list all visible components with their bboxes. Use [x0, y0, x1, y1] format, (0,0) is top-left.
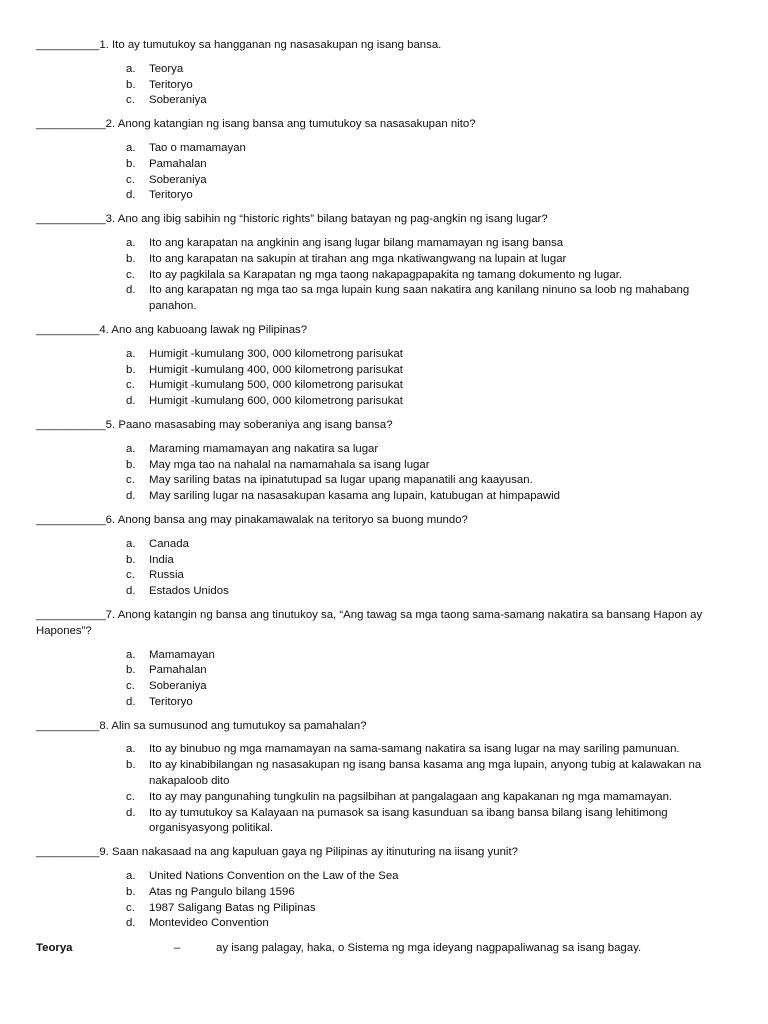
option-text: Humigit -kumulang 400, 000 kilometrong parisukat	[149, 363, 403, 376]
option-letter: c.	[126, 379, 135, 392]
option-text: May sariling batas na ipinatutupad sa lugar upang mapanatili ang kaayusan.	[149, 474, 533, 487]
option-list	[36, 648, 736, 711]
option-list	[36, 347, 736, 410]
option-list	[36, 442, 736, 505]
option-list	[36, 869, 736, 932]
question-prompt: __________8. Alin sa sumusunod ang tumutukoy sa pamahalan?	[36, 719, 367, 732]
option-letter: a.	[126, 141, 136, 154]
question-prompt: ___________3. Ano ang ibig sabihin ng “historic rights” bilang batayan ng pag-angkin ng isang lugar?	[36, 213, 548, 226]
question-prompt: ___________2. Anong katangian ng isang bansa ang tumutukoy sa nasasakupan nito?	[36, 118, 476, 131]
option-letter: b.	[126, 664, 136, 677]
option-list	[36, 742, 736, 837]
option-text: United Nations Convention on the Law of the Sea	[149, 870, 399, 883]
option-text: Ito ay binubuo ng mga mamamayan na sama-samang nakatira sa isang lugar na may sariling pamunuan.	[149, 743, 680, 756]
option-item	[126, 268, 736, 284]
option-letter: c.	[126, 474, 135, 487]
option-text: Humigit -kumulang 600, 000 kilometrong parisukat	[149, 395, 403, 408]
option-text: Estados Unidos	[149, 585, 229, 598]
option-text: 1987 Saligang Batas ng Pilipinas	[149, 901, 316, 914]
question-prompt: __________4. Ano ang kabuoang lawak ng Pilipinas?	[36, 323, 308, 336]
option-item	[126, 473, 736, 489]
question-item	[36, 117, 736, 204]
option-letter: a.	[126, 442, 136, 455]
option-item	[126, 458, 736, 474]
option-letter: d.	[126, 490, 136, 503]
option-text: May mga tao na nahalal na namamahala sa isang lugar	[149, 458, 430, 471]
option-item	[126, 901, 736, 917]
option-letter: d.	[126, 585, 136, 598]
glossary-dash: –	[174, 942, 181, 955]
option-item	[126, 283, 736, 315]
option-letter: c.	[126, 268, 135, 281]
option-list	[36, 62, 736, 109]
option-item	[126, 648, 736, 664]
option-text: Teritoryo	[149, 78, 193, 91]
option-text: Atas ng Pangulo bilang 1596	[149, 885, 295, 898]
question-prompt: __________9. Saan nakasaad na ang kapuluan gaya ng Pilipinas ay itinuturing na iisang yunit?	[36, 846, 518, 859]
option-text: Teritoryo	[149, 189, 193, 202]
question-prompt: ___________6. Anong bansa ang may pinakamawalak na teritoryo sa buong mundo?	[36, 513, 468, 526]
option-text: Teorya	[149, 62, 184, 75]
option-text: Ito ay may pangunahing tungkulin na pagsilbihan at pangalagaan ang kapakanan ng mga mamamayan.	[149, 790, 673, 803]
option-item	[126, 173, 736, 189]
option-text: Ito ang karapatan na sakupin at tirahan ang mga nkatiwangwang na lupain at lugar	[149, 252, 567, 265]
option-item	[126, 394, 736, 410]
question-item	[36, 608, 736, 711]
option-item	[126, 141, 736, 157]
option-item	[126, 742, 736, 758]
option-list	[36, 141, 736, 204]
option-text: Maraming mamamayan ang nakatira sa lugar	[149, 442, 379, 455]
option-item	[126, 537, 736, 553]
option-text: Canada	[149, 537, 189, 550]
option-text: Ito ay tumutukoy sa Kalayaan na pumasok sa isang kasunduan sa ibang bansa bilang isang lehitimong organisyasyong politikal.	[149, 806, 668, 835]
option-item	[126, 695, 736, 711]
option-list	[36, 537, 736, 600]
question-prompt: ___________5. Paano masasabing may soberaniya ang isang bansa?	[36, 418, 393, 431]
question-item	[36, 719, 736, 838]
option-text: Ito ang karapatan ng mga tao sa mga lupain kung saan nakatira ang kanilang ninuno sa loob ng mahabang panahon.	[149, 284, 690, 313]
option-letter: b.	[126, 885, 136, 898]
option-text: Soberaniya	[149, 94, 207, 107]
option-letter: c.	[126, 901, 135, 914]
option-item	[126, 442, 736, 458]
option-letter: b.	[126, 363, 136, 376]
option-item	[126, 236, 736, 252]
option-item	[126, 885, 736, 901]
question-item	[36, 38, 736, 109]
option-text: Tao o mamamayan	[149, 141, 246, 154]
option-letter: d.	[126, 695, 136, 708]
option-text: Mamamayan	[149, 648, 215, 661]
option-letter: d.	[126, 806, 136, 819]
option-item	[126, 93, 736, 109]
option-text: Ito ang karapatan na angkinin ang isang lugar bilang mamamayan ng isang bansa	[149, 236, 564, 249]
option-letter: a.	[126, 743, 136, 756]
option-letter: a.	[126, 870, 136, 883]
question-item	[36, 845, 736, 932]
option-text: Montevideo Convention	[149, 917, 269, 930]
option-letter: c.	[126, 569, 135, 582]
glossary-entry	[36, 941, 736, 957]
option-letter: c.	[126, 94, 135, 107]
option-letter: a.	[126, 648, 136, 661]
option-item	[126, 347, 736, 363]
option-letter: b.	[126, 252, 136, 265]
option-letter: a.	[126, 236, 136, 249]
option-item	[126, 188, 736, 204]
question-prompt: __________1. Ito ay tumutukoy sa hangganan ng nasasakupan ng isang bansa.	[36, 39, 442, 51]
option-text: May sariling lugar na nasasakupan kasama ang lupain, katubugan at himpapawid	[149, 490, 560, 503]
option-text: Soberaniya	[149, 173, 207, 186]
option-letter: b.	[126, 157, 136, 170]
question-prompt: ___________7. Anong katangin ng bansa ang tinutukoy sa, “Ang tawag sa mga taong sama-samang nakatira sa bansang Hapon ay Hapones”?	[36, 608, 703, 637]
option-letter: b.	[126, 458, 136, 471]
option-list	[36, 236, 736, 315]
question-item	[36, 513, 736, 600]
option-letter: c.	[126, 173, 135, 186]
option-item	[126, 679, 736, 695]
option-item	[126, 758, 736, 790]
glossary-term: Teorya	[36, 942, 73, 955]
option-item	[126, 378, 736, 394]
option-item	[126, 916, 736, 932]
option-letter: c.	[126, 790, 135, 803]
option-letter: d.	[126, 395, 136, 408]
option-text: Humigit -kumulang 300, 000 kilometrong parisukat	[149, 347, 403, 360]
option-item	[126, 363, 736, 379]
option-item	[126, 790, 736, 806]
option-item	[126, 252, 736, 268]
option-text: Pamahalan	[149, 664, 207, 677]
option-text: India	[149, 553, 174, 566]
option-text: Ito ay kinabibilangan ng nasasakupan ng isang bansa kasama ang mga lupain, anyong tubig at kalawakan na nakapaloob dito	[149, 759, 702, 788]
option-letter: b.	[126, 759, 136, 772]
glossary-definition: ay isang palagay, haka, o Sistema ng mga ideyang nagpapaliwanag sa isang bagay.	[216, 942, 642, 955]
option-letter: b.	[126, 553, 136, 566]
question-item	[36, 418, 736, 505]
option-text: Soberaniya	[149, 680, 207, 693]
option-letter: a.	[126, 347, 136, 360]
option-item	[126, 78, 736, 94]
option-item	[126, 663, 736, 679]
option-item	[126, 568, 736, 584]
option-text: Humigit -kumulang 500, 000 kilometrong parisukat	[149, 379, 403, 392]
option-item	[126, 489, 736, 505]
option-letter: a.	[126, 537, 136, 550]
option-letter: a.	[126, 62, 136, 75]
option-letter: d.	[126, 189, 136, 202]
question-item	[36, 212, 736, 315]
option-letter: b.	[126, 78, 136, 91]
question-item	[36, 323, 736, 410]
option-item	[126, 869, 736, 885]
option-text: Russia	[149, 569, 184, 582]
option-text: Pamahalan	[149, 157, 207, 170]
option-text: Ito ay pagkilala sa Karapatan ng mga taong nakapagpapakita ng tamang dokumento ng lugar.	[149, 268, 623, 281]
option-letter: d.	[126, 917, 136, 930]
option-item	[126, 62, 736, 78]
option-item	[126, 806, 736, 838]
option-text: Teritoryo	[149, 695, 193, 708]
option-item	[126, 584, 736, 600]
quiz-document	[36, 38, 736, 957]
option-item	[126, 553, 736, 569]
option-item	[126, 157, 736, 173]
option-letter: c.	[126, 680, 135, 693]
option-letter: d.	[126, 284, 136, 297]
